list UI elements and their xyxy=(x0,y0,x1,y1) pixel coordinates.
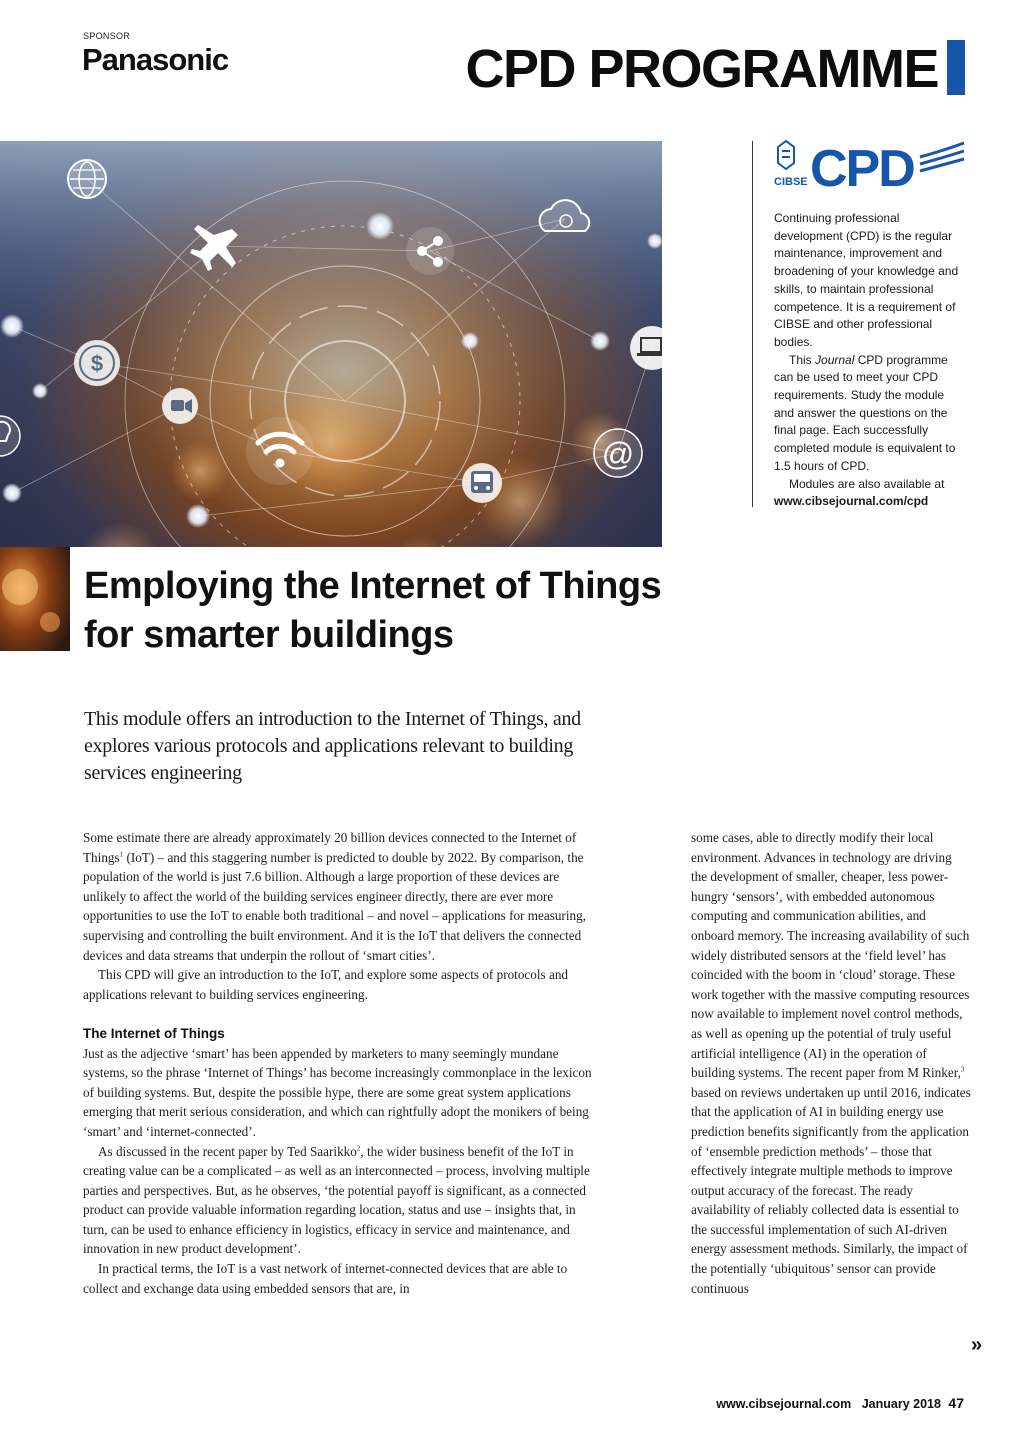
sidebar-divider xyxy=(752,141,753,507)
svg-text:@: @ xyxy=(601,436,635,472)
cibse-cpd-logo xyxy=(772,135,967,195)
cpd-logo-text: CPD xyxy=(810,140,914,195)
body-paragraph: Just as the adjective ‘smart’ has been appended by marketers to many seemingly mundane systems, so the phrase ‘Internet of Things’ has become increasingly commonplace in the lexicon of building systems. But, despite the possible hype, there are some great system applications emerging that merit serious consideration, and which can rightfully adopt the monikers of being ‘smart’ and ‘internet-connected’. xyxy=(83,1045,592,1139)
body-text: based on reviews undertaken up until 2016, indicates that the application of AI in building energy use prediction benefits significantly from the application of ‘ensemble prediction methods’ – those that effectively integrate multiple methods to improve output accuracy of the forecast. The ready availability of reliably collected data is essential to the successful implementation of such AI-driven energy assessment methods. Similarly, the impact of the potentially ‘ubiquitous’ sensor can provide continuous xyxy=(691,1084,971,1296)
at-sign-icon xyxy=(594,429,642,477)
continue-arrow-icon[interactable]: » xyxy=(971,1334,983,1356)
footer-date: January 2018 xyxy=(861,1397,941,1411)
sponsor-logo: Panasonic xyxy=(82,42,229,77)
article-column-right xyxy=(691,828,971,1298)
programme-title: CPD PROGRAMME xyxy=(465,39,938,99)
footnote-ref: 3 xyxy=(960,1065,965,1074)
hero-tail-graphic xyxy=(0,547,70,651)
page-number: 47 xyxy=(948,1395,964,1411)
cpd-info-para2-pre: This xyxy=(789,352,816,367)
article-column-left xyxy=(83,828,603,1298)
article-standfirst: This module offers an introduction to the Internet of Things, and explores various protocols and applications relevant to building services engineering xyxy=(84,708,581,784)
cpd-url-link[interactable]: www.cibsejournal.com/cpd xyxy=(774,494,929,509)
body-paragraph xyxy=(691,828,971,1298)
cibse-logo-text: CIBSE xyxy=(774,176,808,188)
cpd-info-para2 xyxy=(774,352,964,476)
cpd-info xyxy=(774,210,964,511)
body-paragraph xyxy=(83,828,603,965)
page-footer xyxy=(716,1395,964,1411)
wifi-icon xyxy=(246,417,314,485)
dollar-icon xyxy=(74,340,120,386)
accent-bar xyxy=(947,40,965,95)
svg-text:$: $ xyxy=(90,351,104,376)
video-chat-icon xyxy=(162,388,198,424)
footer-site: www.cibsejournal.com xyxy=(716,1397,852,1411)
cibse-crest-icon xyxy=(778,141,794,169)
share-icon xyxy=(406,227,454,275)
sponsor-label: SPONSOR xyxy=(83,31,131,41)
body-text: , the wider business benefit of the IoT in creating value can be a complicated – as well as an interconnected – process, involving multiple parties and perspectives. But, as he observes, ‘the potential payoff is significant, as a connected product can provide valuable information regarding location, status and use – insights that, in turn, can be used to enhance efficiency in logistics, efficacy in service and maintenance, and innovation in new product development’. xyxy=(83,1143,590,1257)
bus-icon xyxy=(462,463,502,503)
hero-image-tail xyxy=(0,547,70,651)
globe-icon xyxy=(68,160,106,198)
body-paragraph: In practical terms, the IoT is a vast network of internet-connected devices that are able to collect and exchange data using embedded sensors that are, in xyxy=(83,1261,568,1296)
body-text: some cases, able to directly modify their local environment. Advances in technology are driving the development of smaller, cheaper, less power-hungry ‘sensors’, with embedded autonomous computing and communication abilities, and onboard memory. The increasing availability of such widely distributed sensors at the ‘field level’ has coincided with the boom in ‘cloud’ storage. These work together with the massive computing resources now available to implement novel control methods, as well as opening up the potential of truly useful artificial intelligence (AI) in the operation of building systems. The recent paper from M Rinker, xyxy=(691,830,970,1081)
article-title: Employing the Internet of Things for smarter buildings xyxy=(84,565,662,656)
body-text: Some estimate there are already approximately 20 billion devices connected to the Internet of Things xyxy=(83,830,577,865)
cpd-info-para2-post: CPD programme can be used to meet your CPD requirements. Study the module and answer the questions on the final page. Each successfully completed module is equivalent to 1.5 hours of CPD. xyxy=(774,352,956,473)
hero-image xyxy=(0,141,662,547)
section-heading: The Internet of Things xyxy=(83,1025,225,1041)
swoosh-lines-icon xyxy=(920,143,964,171)
cpd-info-para1: Continuing professional development (CPD) is the regular maintenance, improvement and broadening of your knowledge and skills, to maintain professional competence. It is a requirement of CIBSE and other professional bodies. xyxy=(774,211,959,349)
body-text: (IoT) – and this staggering number is predicted to double by 2022. By comparison, the population of the world is just 7.6 billion. Although a large proportion of these devices are unlikely to affect the world of the building services engineer directly, there are ever more opportunities to use the IoT to enable both traditional – and novel – applications for measuring, supervising and controlling the built environment. And it is the IoT that delivers the connected devices and data streams that underpin the rollout of ‘smart cities’. xyxy=(83,849,586,963)
cpd-info-para3: Modules are also available at xyxy=(789,476,945,491)
body-paragraph: This CPD will give an introduction to the IoT, and explore some aspects of protocols and applications relevant to building services engineering. xyxy=(83,967,569,1002)
iot-illustration xyxy=(0,141,662,547)
body-text: As discussed in the recent paper by Ted Saarikko xyxy=(98,1143,357,1159)
footnote-ref: 1 xyxy=(119,850,124,859)
body-paragraph xyxy=(83,1142,603,1260)
cpd-info-journal: Journal xyxy=(815,352,855,367)
footnote-ref: 2 xyxy=(356,1144,361,1153)
